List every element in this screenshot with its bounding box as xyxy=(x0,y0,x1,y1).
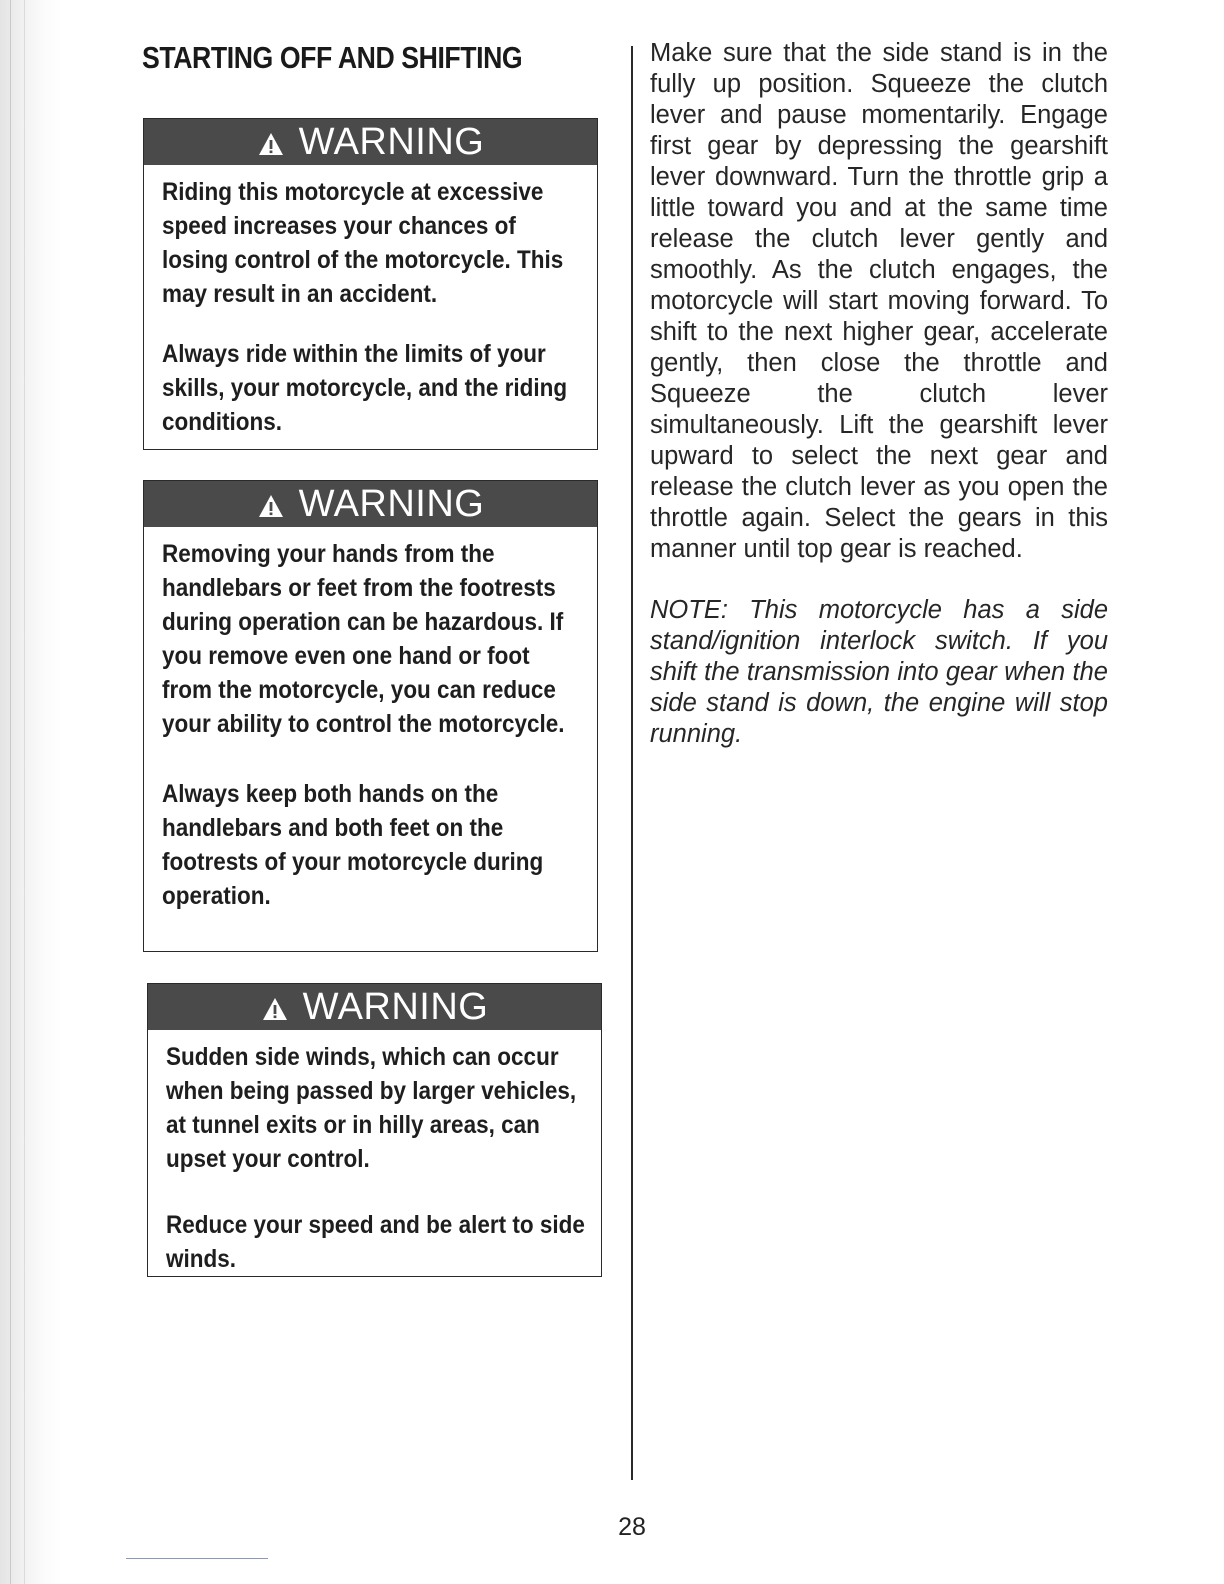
warning-label: WARNING xyxy=(298,483,485,525)
page-title: STARTING OFF AND SHIFTING xyxy=(142,40,523,75)
warning-triangle-icon xyxy=(257,130,285,158)
warning-banner xyxy=(148,984,601,1030)
warning-box-hands xyxy=(143,480,598,952)
instructions-note: NOTE: This motorcycle has a side stand/ignition interlock switch. If you shift the transmission into gear when the side stand is down, the engine will stop running. xyxy=(650,596,1108,748)
scan-artifact-line xyxy=(10,0,11,1584)
warning-label: WARNING xyxy=(298,121,485,163)
warning-box-speed xyxy=(143,118,598,450)
warning-box-side-winds xyxy=(147,983,602,1277)
warning-text: Sudden side winds, which can occur when being passed by larger vehicles, at tunnel exits or in hilly areas, can upset your control. xyxy=(166,1043,577,1173)
warning-text: Reduce your speed and be alert to side winds. xyxy=(166,1211,585,1273)
warning-text: Always keep both hands on the handlebars and both feet on the footrests of your motorcycle during operation. xyxy=(162,780,544,910)
page-number: 28 xyxy=(618,1513,646,1541)
warning-banner xyxy=(144,481,597,527)
scan-artifact-line xyxy=(24,0,25,1584)
warning-text: Always ride within the limits of your skills, your motorcycle, and the riding conditions. xyxy=(162,340,568,436)
column-divider xyxy=(631,46,633,1480)
warning-text: Removing your hands from the handlebars or feet from the footrests during operation can be hazardous. If you remove even one hand or foot from the motorcycle, you can reduce your ability to control the motorcycle. xyxy=(162,540,565,738)
instructions-column xyxy=(650,38,1108,750)
warning-triangle-icon xyxy=(261,995,289,1023)
warning-label: WARNING xyxy=(302,986,489,1028)
instructions-body: Make sure that the side stand is in the fully up position. Squeeze the clutch lever and pause momentarily. Engage first gear by depressing the gearshift lever downward. Turn the throttle grip a little toward you and at the same time release the clutch lever gently and smoothly. As the clutch engages, the motorcycle will start moving forward. To shift to the next higher gear, accelerate gently, then close the throttle and Squeeze the clutch lever simultaneously. Lift the gearshift lever upward to select the next gear and release the clutch lever as you open the throttle again. Select the gears in this manner until top gear is reached. xyxy=(650,39,1108,563)
warning-banner xyxy=(144,119,597,165)
warning-text: Riding this motorcycle at excessive speed increases your chances of losing control of the motorcycle. This may result in an accident. xyxy=(162,178,564,308)
warning-triangle-icon xyxy=(257,492,285,520)
scan-artifact-line xyxy=(126,1558,268,1559)
